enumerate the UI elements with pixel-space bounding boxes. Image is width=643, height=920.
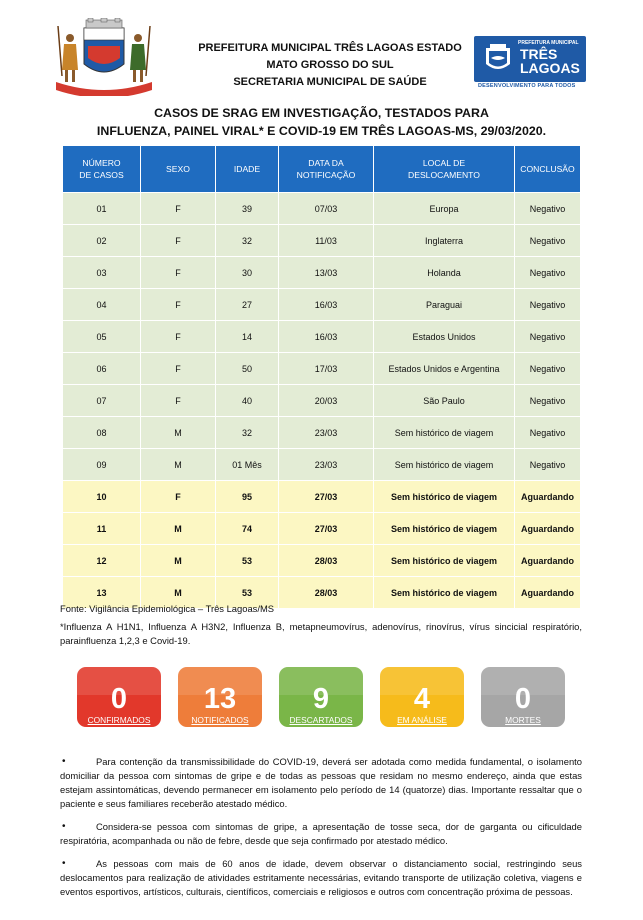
case-number-cell: 08 xyxy=(63,417,141,449)
summary-counters xyxy=(77,667,565,727)
case-number-cell: 09 xyxy=(63,449,141,481)
counter-label: MORTES xyxy=(505,715,541,725)
case-number-cell: 03 xyxy=(63,257,141,289)
table-row xyxy=(63,513,581,545)
symptoms-paragraph: Considera-se pessoa com sintomas de gripe, a apresentação de tosse seca, dor de garganta ou cificuldade respiratória, acompanhada ou não de febre, desde que seja confirmado por atestado médico. xyxy=(60,821,582,847)
location-cell: Estados Unidos e Argentina xyxy=(374,353,515,385)
header-date-line-1: DATA DA xyxy=(308,158,344,168)
age-cell: 40 xyxy=(216,385,279,417)
conclusion-cell: Negativo xyxy=(515,449,581,481)
date-cell: 13/03 xyxy=(279,257,374,289)
gov-line-3: SECRETARIA MUNICIPAL DE SAÚDE xyxy=(233,76,427,88)
age-cell: 14 xyxy=(216,321,279,353)
case-number-cell: 02 xyxy=(63,225,141,257)
counter-label: DESCARTADOS xyxy=(289,715,353,725)
case-number-cell: 07 xyxy=(63,385,141,417)
counter-value: 0 xyxy=(514,683,532,715)
table-row xyxy=(63,385,581,417)
age-cell: 32 xyxy=(216,225,279,257)
elderly-paragraph: As pessoas com mais de 60 anos de idade, devem observar o distanciamento social, restringindo seus deslocamentos para realização de atividades estritamente necessárias, evitando transporte de utilização coletiva, viagens e eventos esportivos, artísticos, culturais, científicos, comerciais e religiosos e outros com concentração próxima de pessoas. xyxy=(60,858,582,898)
sex-cell: F xyxy=(141,385,216,417)
table-row xyxy=(63,353,581,385)
bullet-2: • xyxy=(62,821,66,832)
date-cell: 23/03 xyxy=(279,417,374,449)
bullet-1: • xyxy=(62,756,66,767)
table-row xyxy=(63,321,581,353)
counter-descartados xyxy=(279,667,363,727)
date-cell: 16/03 xyxy=(279,289,374,321)
counter-em-análise xyxy=(380,667,464,727)
header-notification-date xyxy=(279,146,374,193)
counter-value: 9 xyxy=(312,683,330,715)
case-number-cell: 13 xyxy=(63,577,141,609)
age-cell: 01 Mês xyxy=(216,449,279,481)
sex-cell: F xyxy=(141,321,216,353)
header-case-number-line-2: DE CASOS xyxy=(79,170,124,180)
table-row xyxy=(63,449,581,481)
sex-cell: M xyxy=(141,577,216,609)
case-number-cell: 01 xyxy=(63,193,141,225)
location-cell: Holanda xyxy=(374,257,515,289)
table-row xyxy=(63,225,581,257)
counter-label: NOTIFICADOS xyxy=(191,715,249,725)
age-cell: 27 xyxy=(216,289,279,321)
age-cell: 53 xyxy=(216,577,279,609)
conclusion-cell: Negativo xyxy=(515,321,581,353)
counter-value: 4 xyxy=(413,683,431,715)
header-case-number-line-1: NÚMERO xyxy=(82,158,121,168)
government-heading xyxy=(170,40,490,91)
location-cell: Estados Unidos xyxy=(374,321,515,353)
counter-notificados xyxy=(178,667,262,727)
counter-label: CONFIRMADOS xyxy=(87,715,151,725)
counter-mortes xyxy=(481,667,565,727)
document-header xyxy=(0,0,643,100)
case-number-cell: 10 xyxy=(63,481,141,513)
date-cell: 17/03 xyxy=(279,353,374,385)
case-number-cell: 06 xyxy=(63,353,141,385)
date-cell: 23/03 xyxy=(279,449,374,481)
table-row xyxy=(63,417,581,449)
counter-label: EM ANÁLISE xyxy=(397,715,447,725)
header-sex: SEXO xyxy=(141,146,216,193)
location-cell: Inglaterra xyxy=(374,225,515,257)
table-row xyxy=(63,545,581,577)
date-cell: 16/03 xyxy=(279,321,374,353)
conclusion-cell: Negativo xyxy=(515,257,581,289)
viral-panel-note: *Influenza A H1N1, Influenza A H3N2, Influenza B, metapneumovírus, adenovírus, rinovírus, vírus sincicial respiratório, parainfluenza 1,2,3 e Covid-19. xyxy=(60,621,582,646)
location-cell: Sem histórico de viagem xyxy=(374,545,515,577)
age-cell: 53 xyxy=(216,545,279,577)
date-cell: 07/03 xyxy=(279,193,374,225)
source-note: Fonte: Vigilância Epidemiológica – Três Lagoas/MS xyxy=(60,603,275,614)
sex-cell: F xyxy=(141,225,216,257)
sex-cell: F xyxy=(141,193,216,225)
cases-table xyxy=(62,145,581,609)
report-title xyxy=(60,104,583,140)
header-location-line-2: DESLOCAMENTO xyxy=(408,170,480,180)
case-number-cell: 05 xyxy=(63,321,141,353)
sex-cell: F xyxy=(141,353,216,385)
city-logo-slogan: DESENVOLVIMENTO PARA TODOS xyxy=(478,83,576,89)
counter-value: 13 xyxy=(203,683,237,715)
conclusion-cell: Negativo xyxy=(515,289,581,321)
location-cell: Sem histórico de viagem xyxy=(374,449,515,481)
header-travel-location xyxy=(374,146,515,193)
sex-cell: M xyxy=(141,545,216,577)
sex-cell: F xyxy=(141,257,216,289)
report-title-line-1: CASOS DE SRAG EM INVESTIGAÇÃO, TESTADOS PARA xyxy=(154,106,489,120)
gov-line-1: PREFEITURA MUNICIPAL TRÊS LAGOAS ESTADO xyxy=(198,42,462,54)
report-title-line-2: INFLUENZA, PAINEL VIRAL* E COVID-19 EM TRÊS LAGOAS-MS, 29/03/2020. xyxy=(96,124,547,138)
city-emblem-icon xyxy=(480,42,516,76)
location-cell: Sem histórico de viagem xyxy=(374,481,515,513)
conclusion-cell: Negativo xyxy=(515,417,581,449)
sex-cell: F xyxy=(141,289,216,321)
age-cell: 95 xyxy=(216,481,279,513)
gov-line-2: MATO GROSSO DO SUL xyxy=(266,59,394,71)
header-location-line-1: LOCAL DE xyxy=(422,158,466,168)
sex-cell: M xyxy=(141,513,216,545)
city-logo-word-2: LAGOAS xyxy=(520,60,580,76)
conclusion-cell: Negativo xyxy=(515,225,581,257)
location-cell: Sem histórico de viagem xyxy=(374,417,515,449)
table-body xyxy=(63,193,581,609)
conclusion-cell: Aguardando xyxy=(515,545,581,577)
date-cell: 20/03 xyxy=(279,385,374,417)
city-logo-small-text: PREFEITURA MUNICIPAL xyxy=(518,40,579,46)
location-cell: Sem histórico de viagem xyxy=(374,577,515,609)
age-cell: 74 xyxy=(216,513,279,545)
table-header-row xyxy=(63,146,581,193)
conclusion-cell: Aguardando xyxy=(515,513,581,545)
conclusion-cell: Negativo xyxy=(515,353,581,385)
table-row xyxy=(63,481,581,513)
bullet-3: • xyxy=(62,858,66,869)
header-date-line-2: NOTIFICAÇÃO xyxy=(296,170,356,180)
age-cell: 32 xyxy=(216,417,279,449)
conclusion-cell: Negativo xyxy=(515,385,581,417)
case-number-cell: 04 xyxy=(63,289,141,321)
case-number-cell: 12 xyxy=(63,545,141,577)
date-cell: 27/03 xyxy=(279,513,374,545)
table-row xyxy=(63,193,581,225)
sex-cell: M xyxy=(141,417,216,449)
date-cell: 28/03 xyxy=(279,577,374,609)
age-cell: 30 xyxy=(216,257,279,289)
conclusion-cell: Aguardando xyxy=(515,577,581,609)
header-conclusion: CONCLUSÃO xyxy=(515,146,581,193)
counter-value: 0 xyxy=(110,683,128,715)
city-logo xyxy=(474,36,586,92)
location-cell: São Paulo xyxy=(374,385,515,417)
age-cell: 50 xyxy=(216,353,279,385)
date-cell: 27/03 xyxy=(279,481,374,513)
date-cell: 11/03 xyxy=(279,225,374,257)
table-row xyxy=(63,289,581,321)
city-logo-box xyxy=(474,36,586,82)
header-age: IDADE xyxy=(216,146,279,193)
sex-cell: M xyxy=(141,449,216,481)
municipal-crest-icon xyxy=(48,18,160,96)
location-cell: Sem histórico de viagem xyxy=(374,513,515,545)
counter-confirmados xyxy=(77,667,161,727)
conclusion-cell: Aguardando xyxy=(515,481,581,513)
sex-cell: F xyxy=(141,481,216,513)
city-logo-word-1: TRÊS xyxy=(520,46,558,62)
isolation-paragraph: Para contenção da transmissibilidade do COVID-19, deverá ser adotada como medida fundamental, o isolamento domiciliar da pessoa com sintomas de gripe e de todas as pessoas que residam no mesmo endereço, ainda que estas estejam assintomáticas, devendo permanecer em isolamento pelo período de 14 (quatorze) dias. Importante ressaltar que o paciente e seus familiares receberão atestado médico. xyxy=(60,756,582,810)
case-number-cell: 11 xyxy=(63,513,141,545)
location-cell: Europa xyxy=(374,193,515,225)
age-cell: 39 xyxy=(216,193,279,225)
location-cell: Paraguai xyxy=(374,289,515,321)
conclusion-cell: Negativo xyxy=(515,193,581,225)
date-cell: 28/03 xyxy=(279,545,374,577)
header-case-number xyxy=(63,146,141,193)
table-row xyxy=(63,257,581,289)
